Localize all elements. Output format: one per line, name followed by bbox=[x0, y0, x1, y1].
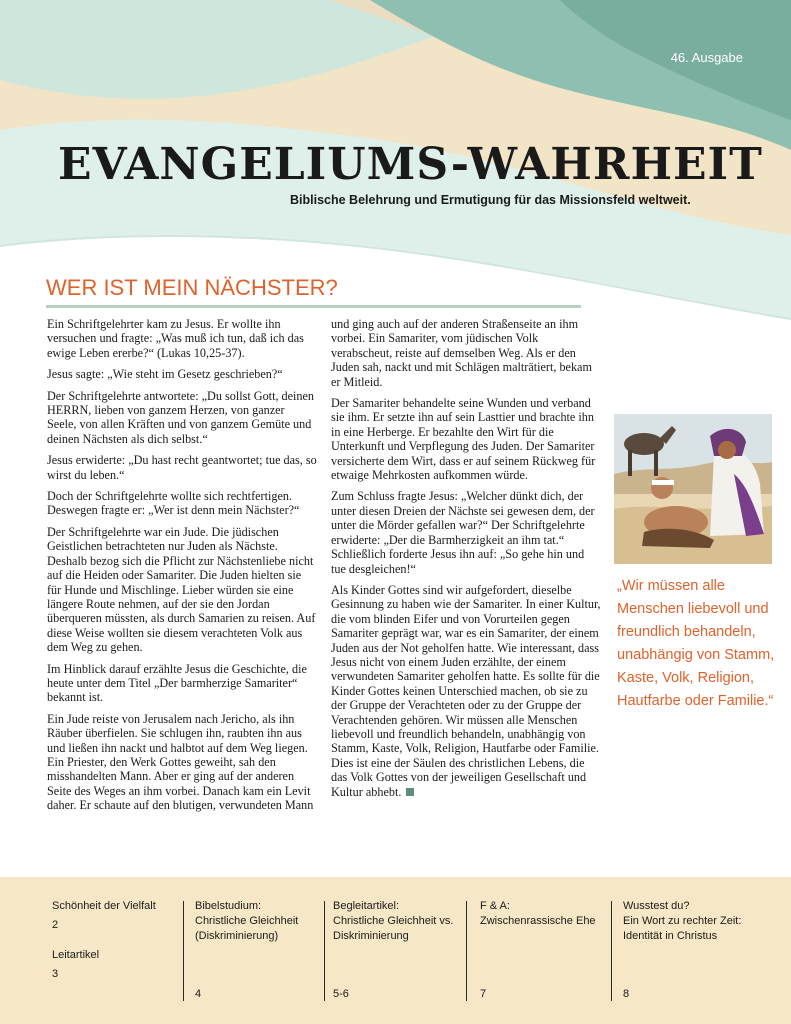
paragraph: Ein Schriftgelehrter kam zu Jesus. Er wollte ihn versuchen und fragte: „Was muß ich tun, daß ich das ewige Leben ererbe?“ (Lukas 10,25-37). bbox=[47, 317, 304, 360]
toc-item-title[interactable]: Schönheit der Vielfalt bbox=[52, 900, 156, 912]
toc-column-5 bbox=[623, 899, 755, 1009]
masthead-title: EVANGELIUMS-WAHRHEIT bbox=[58, 139, 763, 190]
paragraph: und ging auch auf der anderen Straßenseite an ihm vorbei. Ein Samariter, vom jüdischen Volk verabscheut, reiste auf demselben Weg. Als er den Juden sah, nackt und mit Schlägen malträtiert, bekam er Mitleid. bbox=[331, 317, 592, 389]
article-column-2 bbox=[331, 317, 601, 806]
toc-item-label[interactable]: Wusstest du? bbox=[623, 900, 690, 912]
good-samaritan-illustration bbox=[614, 414, 772, 564]
toc-item-label[interactable]: Bibelstudium: bbox=[195, 900, 262, 912]
title-divider bbox=[46, 305, 581, 308]
paragraph: Jesus erwiderte: „Du hast recht geantwortet; tue das, so wirst du leben.“ bbox=[47, 453, 317, 482]
paragraph: Zum Schluss fragte Jesus: „Welcher dünkt dich, der unter diesen Dreien der Nächste sei gewesen dem, der unter die Mörder gefallen war?“ Der Schriftgelehrte erwiderte: „Der die Barmherzigkeit an ihm tat.“ Schließlich forderte Jesus ihn auf: „So gehe hin und tue desgleichen!“ bbox=[331, 489, 595, 576]
toc-column-1 bbox=[52, 899, 184, 1009]
toc-item-title[interactable]: Christliche Gleichheit vs. Diskriminierung bbox=[333, 915, 454, 942]
toc-item-page: 3 bbox=[52, 968, 59, 980]
toc-item-title[interactable]: Ein Wort zu rechter Zeit: Identität in Christus bbox=[623, 915, 742, 942]
toc-item-page: 5-6 bbox=[333, 988, 349, 1000]
toc-item-label[interactable]: F & A: bbox=[480, 900, 510, 912]
paragraph: Jesus sagte: „Wie steht im Gesetz geschrieben?“ bbox=[47, 367, 283, 382]
toc-column-4 bbox=[480, 899, 612, 1009]
toc-item-title[interactable]: Christliche Gleichheit (Diskriminierung) bbox=[195, 915, 299, 942]
masthead-subtitle: Biblische Belehrung und Ermutigung für das Missionsfeld weltweit. bbox=[290, 193, 691, 207]
toc-divider bbox=[183, 901, 184, 1001]
toc-item-page: 7 bbox=[480, 988, 487, 1000]
paragraph-last bbox=[331, 583, 601, 799]
end-mark-icon bbox=[406, 788, 414, 796]
toc-column-3 bbox=[333, 899, 465, 1009]
paragraph: Der Schriftgelehrte antwortete: „Du sollst Gott, deinen HERRN, lieben von ganzem Herzen, von ganzer Seele, von allen Kräften und von ganzem Gemüte und deinen Nächsten als dich selbst.“ bbox=[47, 388, 315, 446]
toc-item-page: 8 bbox=[623, 988, 630, 1000]
toc-item-page: 4 bbox=[195, 988, 202, 1000]
toc-column-2 bbox=[195, 899, 327, 1009]
article-column-1 bbox=[47, 317, 317, 820]
toc-item-page: 2 bbox=[52, 919, 59, 931]
toc-divider bbox=[611, 901, 612, 1001]
toc-divider bbox=[466, 901, 467, 1001]
paragraph: Im Hinblick darauf erzählte Jesus die Geschichte, die heute unter dem Titel „Der barmherzige Samariter“ bekannt ist. bbox=[47, 661, 307, 705]
toc-divider bbox=[324, 901, 325, 1001]
paragraph: Der Schriftgelehrte war ein Jude. Die jüdischen Geistlichen betrachteten nur Juden als Nächste. Deshalb bezog sich die Pflicht zur Nächstenliebe nicht auf die Heiden oder Samariter. Die Juden hielten sie für Hunde und Mischlinge. Lieber würden sie eine längere Route nehmen, auf der sie den Jordan überqueren müssten, als durch Samarien zu reisen. Auf diese Weise wollten sie diesem verachteten Volk aus dem Weg zu gehen. bbox=[47, 524, 316, 655]
paragraph-text: Als Kinder Gottes sind wir aufgefordert, dieselbe Gesinnung zu haben wie der Samariter. In einer Kultur, die vom blinden Eifer und von Vorurteilen gegen Samariter geprägt war, war es ein Samariter, der einem Juden aus der Not geholfen hatte. Wie interessant, dass Jesus nicht von einem Juden erzählte, der einem verwundeten Samariter geholfen hatte. Es sollte für die Kinder Gottes keinen Unterschied machen, ob sie zu der Gruppe der Verachteten oder zu der Gruppe der Verachtenden gehören. Wir müssen alle Menschen liebevoll und freundlich behandeln, unabhängig von Stamm, Kaste, Volk, Religion, Hautfarbe oder Familie. Dies ist eine der Säulen des christlichen Lebens, die das Volk Gottes von der jeweiligen Gesellschaft und Kultur abhebt. bbox=[331, 582, 601, 799]
toc-item-title[interactable]: Leitartikel bbox=[52, 949, 100, 961]
paragraph: Der Samariter behandelte seine Wunden und verband sie ihm. Er setzte ihn auf sein Lasttier und brachte ihn in eine Herberge. Er bezahlte den Wirt für die Unterkunft und Verpflegung des Juden. Der Samariter versicherte dem Wirt, dass er auf seinem Rückweg für etwaige Mehrkosten aufkommen würde. bbox=[331, 396, 596, 483]
paragraph: Doch der Schriftgelehrte wollte sich rechtfertigen. Deswegen fragte er: „Wer ist denn mein Nächster?“ bbox=[47, 489, 300, 518]
pull-quote: „Wir müssen alle Menschen liebevoll und freundlich behandeln, unabhängig von Stamm, Kaste, Volk, Religion, Hautfarbe oder Familie.“ bbox=[617, 578, 775, 709]
paragraph: Ein Jude reiste von Jerusalem nach Jericho, als ihn Räuber überfielen. Sie schlugen ihn, raubten ihn aus und ließen ihn nackt und halbtot auf dem Weg liegen. Ein Priester, den Werk Gottes geweiht, sah den misshandelten Mann. Aber er ging auf der anderen Seite des Weges an ihm vorbei. Danach kam ein Levit daher. Er schaute auf den blutigen, verwundeten Mann bbox=[47, 711, 314, 813]
issue-number: 46. Ausgabe bbox=[670, 50, 743, 65]
toc-item-title[interactable]: Zwischenrassische Ehe bbox=[480, 915, 596, 927]
article-title: WER IST MEIN NÄCHSTER? bbox=[46, 275, 338, 300]
toc-item-label[interactable]: Begleitartikel: bbox=[333, 900, 400, 912]
table-of-contents-footer bbox=[0, 877, 791, 1024]
